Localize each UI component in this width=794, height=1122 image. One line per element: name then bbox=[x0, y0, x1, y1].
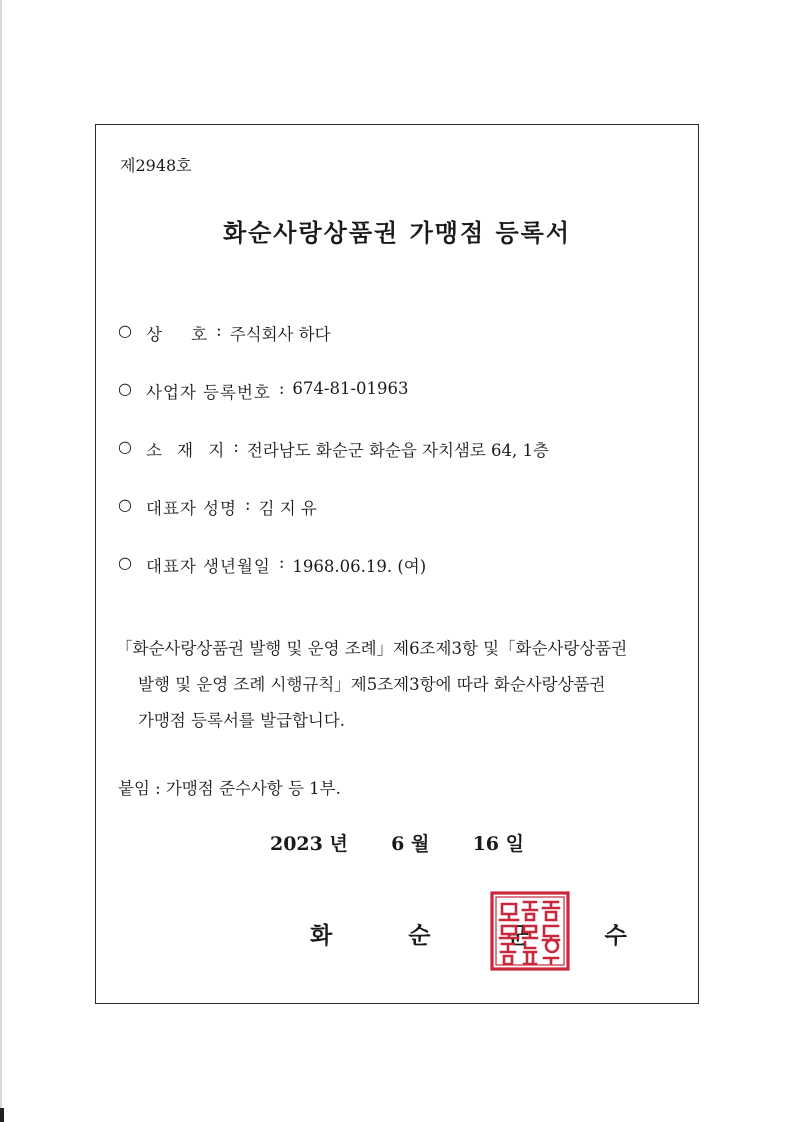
issuer-name: 화 순 군 수 bbox=[310, 922, 661, 949]
field-separator: : bbox=[278, 379, 285, 398]
document-number: 제2948호 bbox=[120, 156, 192, 175]
field-business-name bbox=[118, 321, 678, 379]
document-title: 화순사랑상품권 가맹점 등록서 bbox=[222, 218, 572, 247]
field-value: 전라남도 화순군 화순읍 자치샘로 64, 1층 bbox=[246, 441, 549, 460]
bullet-circle: ○ bbox=[118, 321, 132, 340]
field-label: 소 재 지 bbox=[146, 441, 226, 460]
field-value: 주식회사 하다 bbox=[229, 325, 331, 344]
field-separator: : bbox=[244, 495, 251, 514]
statement-line: 발행 및 운영 조례 시행규칙」제5조제3항에 따라 화순사랑상품권 bbox=[138, 675, 606, 694]
certificate-frame bbox=[95, 124, 699, 1004]
attachment-note: 붙임 : 가맹점 준수사항 등 1부. bbox=[118, 779, 341, 798]
bullet-circle: ○ bbox=[118, 437, 132, 456]
statement-line: 「화순사랑상품권 발행 및 운영 조례」제6조제3항 및「화순사랑상품권 bbox=[116, 639, 628, 658]
date-month-unit: 월 bbox=[410, 833, 430, 855]
field-label: 상 호 bbox=[146, 325, 209, 344]
date-year-unit: 년 bbox=[329, 833, 348, 855]
issue-date bbox=[96, 829, 698, 856]
field-representative-name bbox=[118, 495, 678, 553]
field-representative-birthdate bbox=[118, 553, 678, 611]
date-day-unit: 일 bbox=[505, 833, 525, 855]
field-value: 1968.06.19. (여) bbox=[292, 557, 427, 576]
date-year: 2023 bbox=[269, 833, 323, 855]
scan-left-edge bbox=[0, 0, 2, 1122]
official-seal-icon bbox=[489, 890, 571, 972]
scan-corner-mark bbox=[0, 1108, 4, 1122]
field-value: 674-81-01963 bbox=[292, 379, 409, 398]
field-value: 김 지 유 bbox=[258, 499, 317, 518]
field-separator: : bbox=[233, 437, 239, 456]
date-month: 6 bbox=[391, 833, 405, 855]
date-day: 16 bbox=[472, 833, 500, 855]
bullet-circle: ○ bbox=[118, 379, 132, 398]
issuance-statement bbox=[116, 631, 716, 739]
field-business-registration-number bbox=[118, 379, 678, 437]
field-separator: : bbox=[278, 553, 285, 572]
bullet-circle: ○ bbox=[118, 495, 132, 514]
statement-line: 가맹점 등록서를 발급합니다. bbox=[138, 711, 346, 730]
field-separator: : bbox=[216, 321, 222, 340]
registration-fields bbox=[118, 321, 678, 611]
field-label: 사업자 등록번호 bbox=[146, 383, 271, 402]
field-label: 대표자 성명 bbox=[146, 499, 237, 518]
field-address bbox=[118, 437, 678, 495]
field-label: 대표자 생년월일 bbox=[146, 557, 271, 576]
bullet-circle: ○ bbox=[118, 553, 132, 572]
